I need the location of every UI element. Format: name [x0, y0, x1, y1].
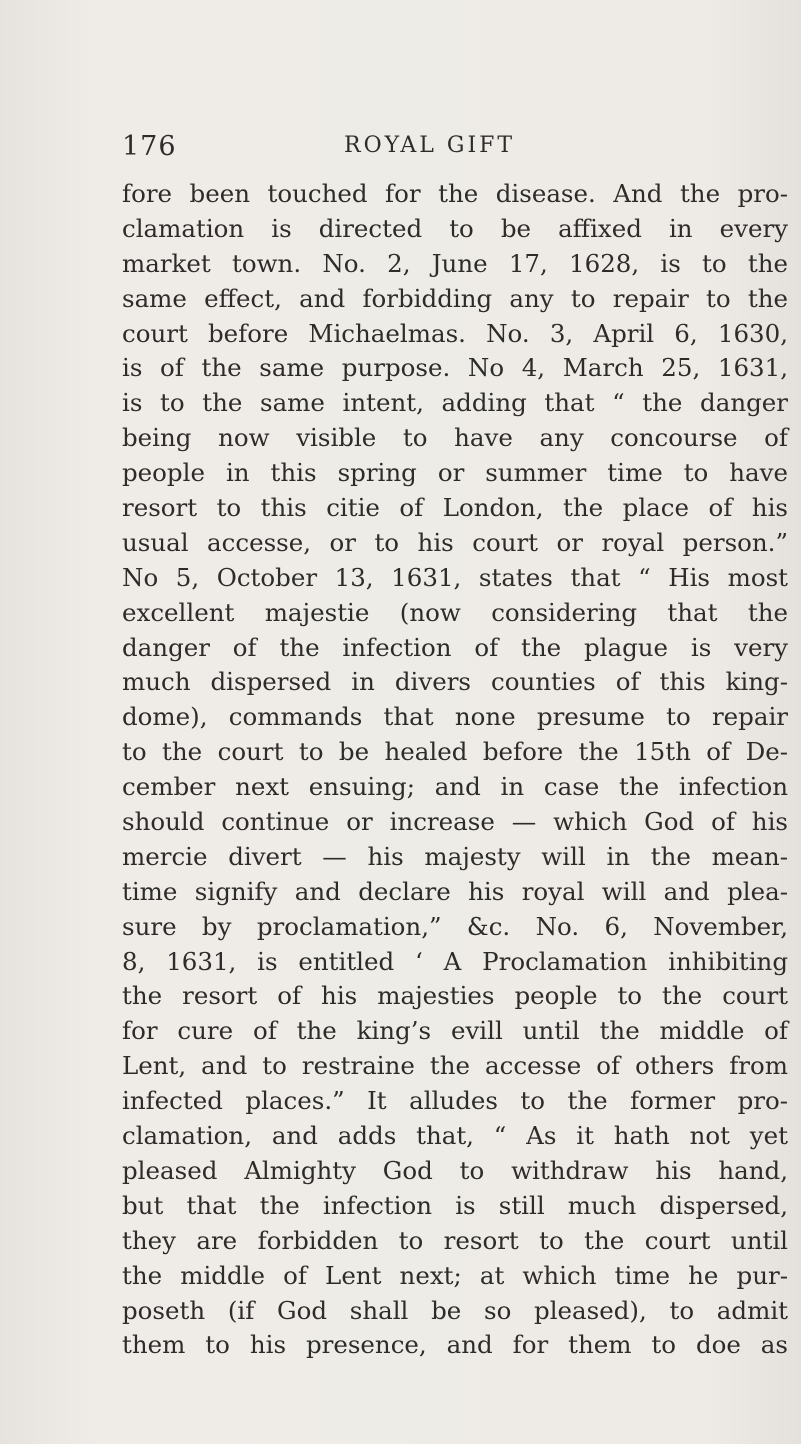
text-line: Lent, and to restraine the accesse of others from	[122, 1051, 788, 1081]
text-line: is of the same purpose. No 4, March 25, 1631,	[122, 353, 788, 383]
text-line: 8, 1631, is entitled ‘ A Proclamation inhibiting	[122, 946, 788, 976]
text-line: danger of the infection of the plague is very	[122, 632, 788, 662]
text-line: should continue or increase — which God of his	[122, 807, 788, 837]
text-line: much dispersed in divers counties of this king-	[122, 667, 788, 697]
text-line: but that the infection is still much dispersed,	[122, 1190, 788, 1220]
text-line: court before Michaelmas. No. 3, April 6, 1630,	[122, 318, 788, 348]
text-line: No 5, October 13, 1631, states that “ His most	[122, 562, 788, 592]
text-line: the middle of Lent next; at which time he pur-	[122, 1260, 788, 1290]
page-number: 176	[122, 131, 177, 162]
text-line: fore been touched for the disease. And the pro-	[122, 179, 788, 208]
text-line: people in this spring or summer time to have	[122, 458, 788, 488]
text-line: poseth (if God shall be so pleased), to admit	[122, 1295, 788, 1325]
text-line: sure by proclamation,” &c. No. 6, November,	[122, 911, 788, 941]
text-line: being now visible to have any concourse of	[122, 423, 788, 453]
text-line: usual accesse, or to his court or royal person.”	[122, 527, 788, 557]
text-line: cember next ensuing; and in case the infection	[122, 772, 788, 802]
text-line: clamation is directed to be affixed in every	[122, 213, 788, 243]
text-line: pleased Almighty God to withdraw his hand,	[122, 1155, 788, 1185]
text-line: for cure of the king’s evill until the middle of	[122, 1016, 788, 1046]
text-line: resort to this citie of London, the place of his	[122, 493, 788, 523]
text-line: they are forbidden to resort to the court until	[122, 1225, 788, 1255]
text-line: to the court to be healed before the 15th of De-	[122, 737, 788, 767]
text-line: excellent majestie (now considering that the	[122, 597, 788, 627]
text-line: mercie divert — his majesty will in the mean-	[122, 841, 788, 871]
text-line: infected places.” It alludes to the former pro-	[122, 1086, 788, 1116]
text-line: is to the same intent, adding that “ the danger	[122, 388, 788, 418]
text-line: the resort of his majesties people to the court	[122, 981, 788, 1011]
text-line: time signify and declare his royal will and plea-	[122, 876, 788, 906]
running-head	[122, 131, 762, 165]
body-text	[122, 177, 788, 1363]
text-line: same effect, and forbidding any to repair to the	[122, 283, 788, 313]
text-line: them to his presence, and for them to doe as	[122, 1330, 788, 1360]
running-title: ROYAL GIFT	[344, 133, 516, 158]
text-line: market town. No. 2, June 17, 1628, is to the	[122, 248, 788, 278]
text-line: dome), commands that none presume to repair	[122, 702, 788, 732]
text-line: clamation, and adds that, “ As it hath not yet	[122, 1121, 788, 1151]
